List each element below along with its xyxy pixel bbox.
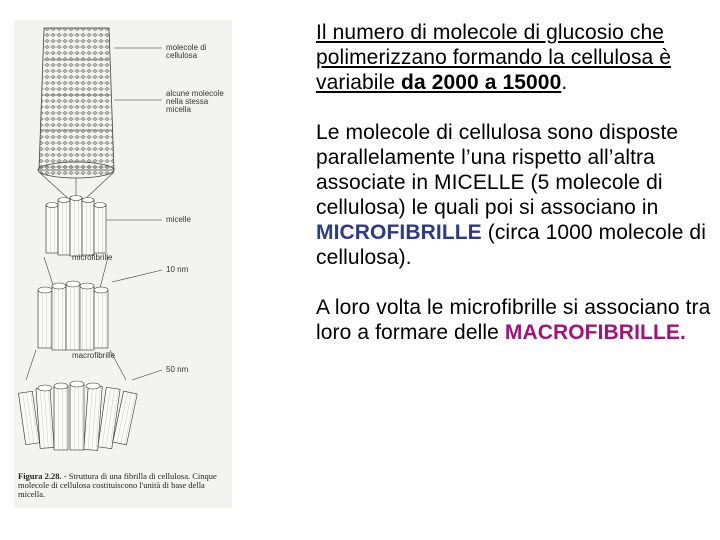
caption-number: Figura 2.28. <box>18 471 62 481</box>
p3-intro: A loro volta le microfibrille si associano tra loro a formare delle <box>316 296 711 344</box>
paragraph-glucose <box>316 20 712 95</box>
p1-range: da 2000 a 15000 <box>401 71 562 94</box>
label-10nm: 10 nm <box>166 265 189 274</box>
label-microfibrils: microfibrille <box>72 253 113 262</box>
paragraph-macrofibrille <box>316 295 712 345</box>
macrofibril-bundle <box>18 370 162 450</box>
p2-end: (circa 1000 molecole di cellulosa). <box>316 221 706 269</box>
cellulose-structure-figure <box>14 20 232 508</box>
molecular-lattice <box>38 28 162 178</box>
label-cellulose-molecules: molecole di cellulosa <box>166 43 207 60</box>
caption-text: - Struttura di una fibrilla di cellulosa. Cinque molecole di cellulosa costituiscono l'unità di base della micella. <box>18 471 217 499</box>
p3-macrofibrille: MACROFIBRILLE. <box>504 321 686 344</box>
p1-intro: Il numero di molecole di glucosio che polimerizzano formando la cellulosa è variabile <box>316 21 672 94</box>
cellulose-illustration <box>14 20 232 470</box>
label-50nm: 50 nm <box>166 365 189 374</box>
microfibril-bundle <box>38 270 162 350</box>
p1-end: . <box>561 71 568 94</box>
micelle-bundle <box>46 196 162 257</box>
label-macrofibrils: macrofibrille <box>72 351 116 360</box>
p2-intro: Le molecole di cellulosa sono disposte parallelamente l’una rispetto all’altra associate in MICELLE (5 molecole di cellulosa) le quali poi si associano in <box>316 121 679 219</box>
figure-caption <box>18 472 232 499</box>
paragraph-micelle <box>316 120 712 270</box>
label-some-molecules: alcune molecole nella stessa micella <box>166 89 224 114</box>
p2-microfibrille: MICROFIBRILLE <box>316 221 482 244</box>
label-micelle: micelle <box>166 215 191 224</box>
explanation-text <box>316 20 712 370</box>
